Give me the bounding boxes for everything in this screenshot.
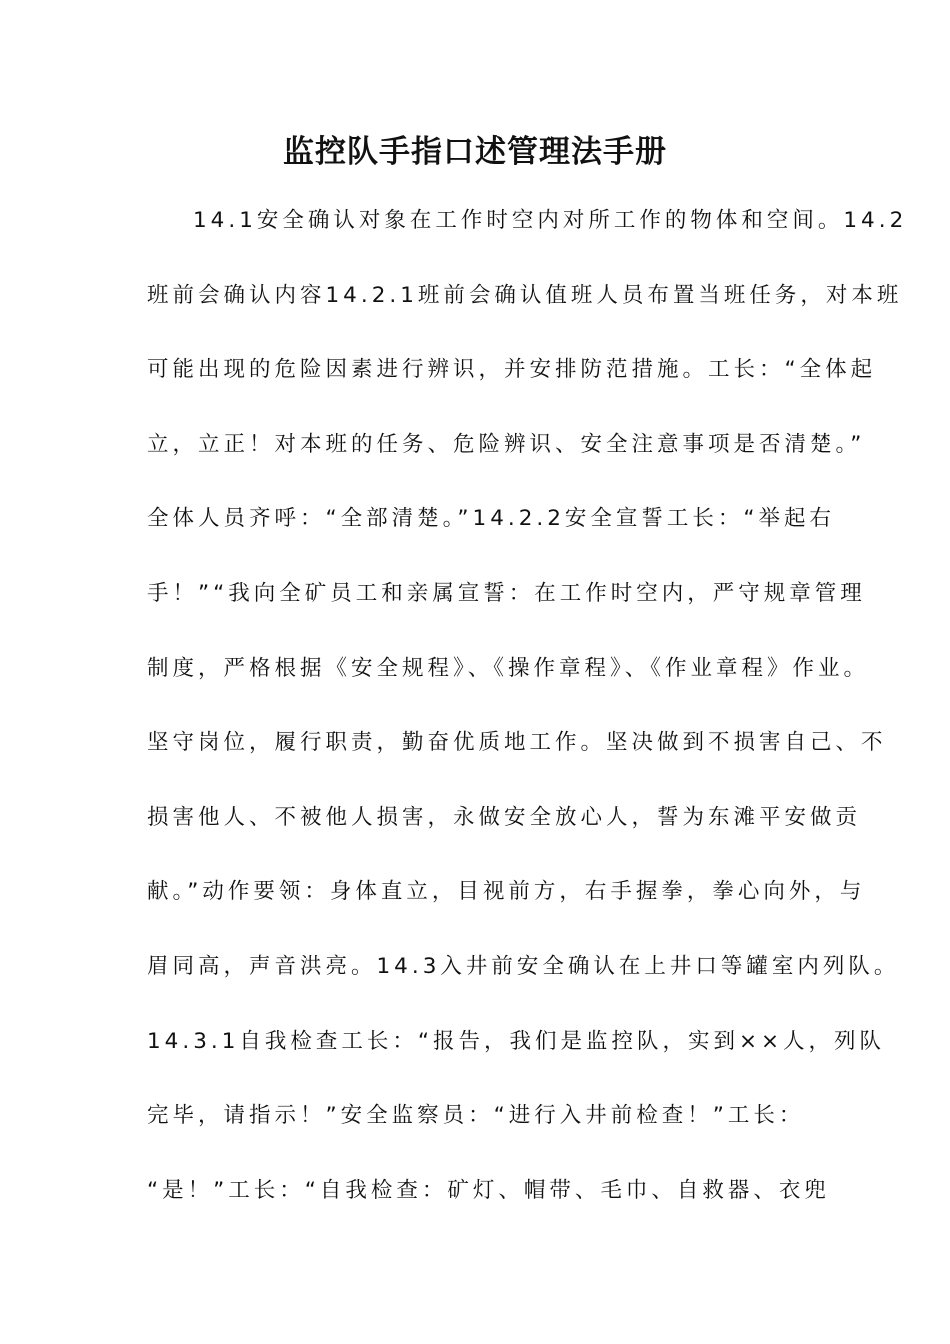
paragraph-line: 立，立正！对本班的任务、危险辨识、安全注意事项是否清楚。” (147, 431, 866, 457)
document-title: 监控队手指口述管理法手册 (283, 134, 667, 170)
paragraph-line: 制度，严格根据《安全规程》、《操作章程》、《作业章程》作业。 (147, 655, 870, 681)
document-body (147, 203, 908, 1247)
paragraph-line: 班前会确认内容14.2.1班前会确认值班人员布置当班任务，对本班 (147, 282, 903, 308)
paragraph-line: 完毕，请指示！”安全监察员：“进行入井前检查！”工长： (147, 1103, 805, 1129)
paragraph-line: 全体人员齐呼：“全部清楚。”14.2.2安全宣誓工长：“举起右 (147, 506, 836, 532)
paragraph-line: 14.3.1自我检查工长：“报告，我们是监控队，实到××人，列队 (147, 1028, 886, 1054)
paragraph-line: 献。”动作要领：身体直立，目视前方，右手握拳，拳心向外，与 (147, 879, 866, 905)
paragraph-line: 可能出现的危险因素进行辨识，并安排防范措施。工长：“全体起 (147, 357, 877, 383)
paragraph-line: 手！”“我向全矿员工和亲属宣誓：在工作时空内，严守规章管理 (147, 580, 866, 606)
paragraph-line: 14.1安全确认对象在工作时空内对所工作的物体和空间。14.2 (193, 208, 908, 233)
paragraph-line: 损害他人、不被他人损害，永做安全放心人，誓为东滩平安做贡 (147, 804, 862, 830)
paragraph-line: “是！”工长：“自我检查：矿灯、帽带、毛巾、自救器、衣兜 (147, 1177, 830, 1203)
paragraph-line: 坚守岗位，履行职责，勤奋优质地工作。坚决做到不损害自己、不 (147, 730, 887, 756)
paragraph-line: 眉同高，声音洪亮。14.3入井前安全确认在上井口等罐室内列队。 (147, 953, 900, 979)
